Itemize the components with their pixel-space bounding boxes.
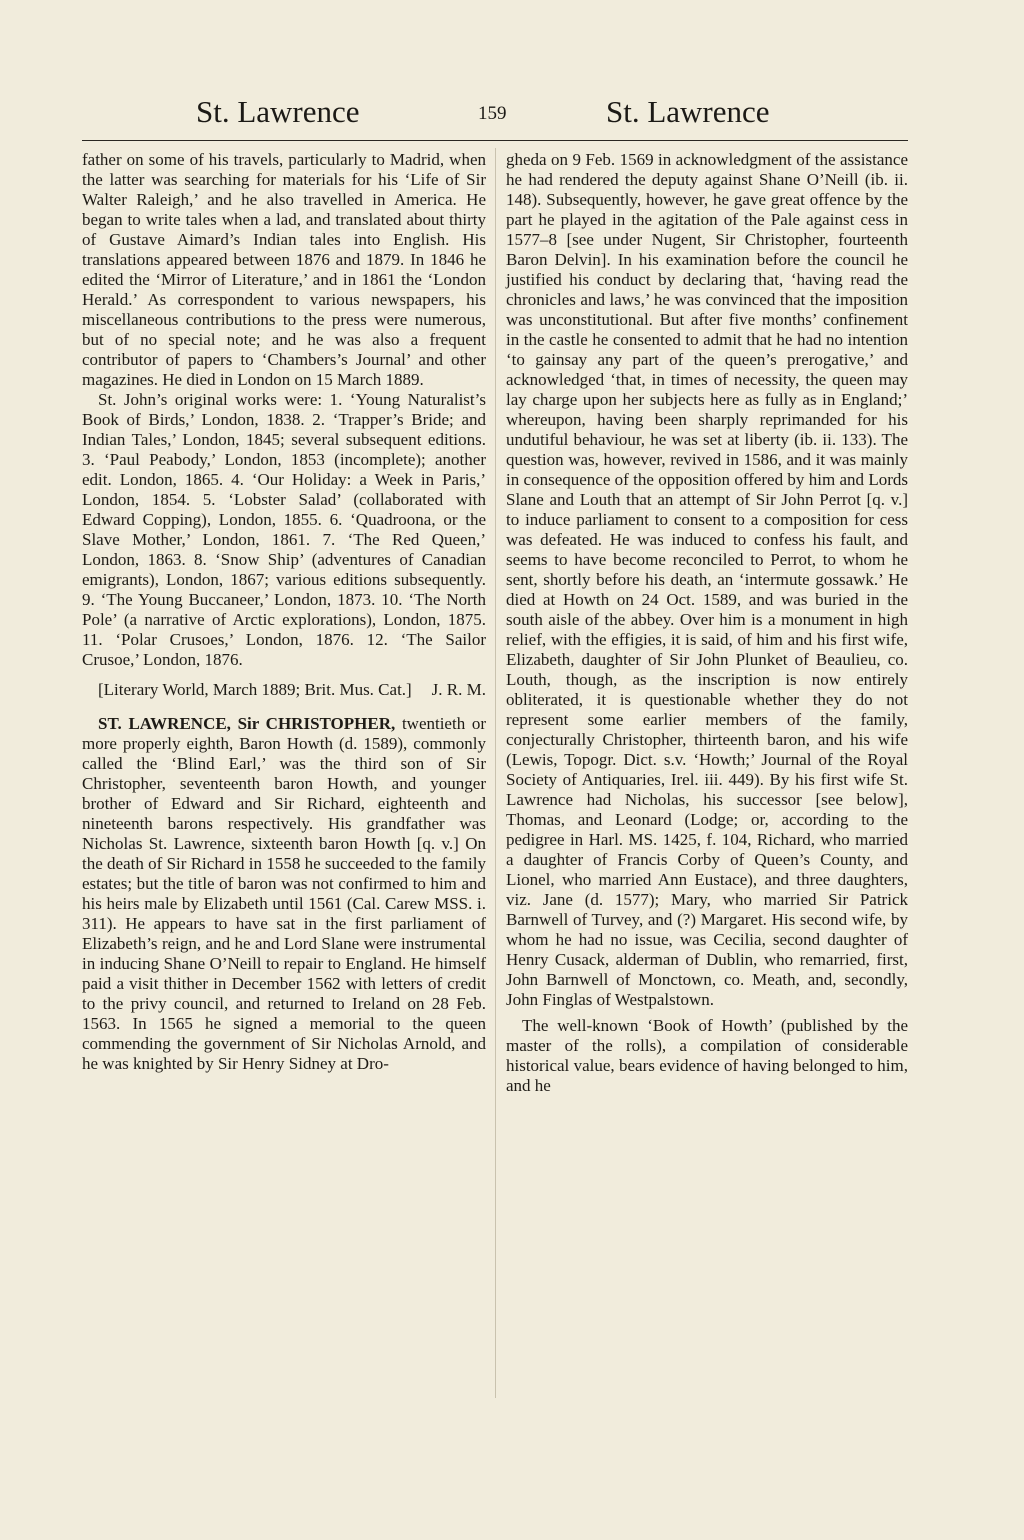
citation-initials: J. R. M. [431,680,486,699]
left-column [82,150,486,1074]
header-rule [82,140,908,141]
right-column [506,150,908,1096]
right-paragraph-2: The well-known ‘Book of Howth’ (published by the master of the rolls), a compilation of considerable historical value, bears evidence of having belonged to him, and he [506,1016,908,1095]
article-heading: ST. LAWRENCE, Sir CHRISTOPHER, [98,714,396,733]
article-paragraph [82,714,486,1074]
article-text: twentieth or more properly eighth, Baron Howth (d. 1589), commonly called the ‘Blind Earl,’ was the third son of Sir Christopher, seventeenth baron Howth, and younger brother of Edward and Sir Richard, eighteenth and nineteenth barons respectively. His grandfather was Nicholas St. Lawrence, sixteenth baron Howth [q. v.] On the death of Sir Richard in 1558 he succeeded to the family estates; but the title of baron was not confirmed to him and his heirs male by Elizabeth until 1561 (Cal. Carew MSS. i. 311). He appears to have sat in the first parliament of Elizabeth’s reign, and he and Lord Slane were instrumental in inducing Shane O’Neill to repair to England. He himself paid a visit thither in December 1562 with letters of credit to the privy council, and returned to Ireland on 28 Feb. 1563. In 1565 he signed a memorial to the queen commending the government of Sir Nicholas Arnold, and he was knighted by Sir Henry Sidney at Dro- [82,714,487,1073]
running-head-left: St. Lawrence [196,94,360,129]
left-paragraph-1: father on some of his travels, particularly to Madrid, when the latter was searching for materials for his ‘Life of Sir Walter Raleigh,’ and he also travelled in America. He began to write tales when a lad, and translated about thirty of Gustave Aimard’s Indian tales into English. His translations appeared between 1876 and 1879. In 1846 he edited the ‘Mirror of Literature,’ and in 1861 the ‘London Herald.’ As correspondent to various newspapers, his miscellaneous contributions to the press were numerous, but of no special note; and he was also a frequent contributor of papers to ‘Chambers’s Journal’ and other magazines. He died in London on 15 March 1889. [82,150,486,389]
citation [82,680,486,700]
citation-text: [Literary World, March 1889; Brit. Mus. Cat.] [98,680,412,699]
page-number: 159 [478,103,507,124]
column-divider [495,148,496,1398]
running-head-right: St. Lawrence [606,94,770,129]
right-paragraph-1: gheda on 9 Feb. 1569 in acknowledgment of the assistance he had rendered the deputy against Shane O’Neill (ib. ii. 148). Subsequently, however, he gave great offence by the part he played in the agitation of the Pale against cess in 1577–8 [see under Nugent, Sir Christopher, fourteenth Baron Delvin]. In his examination before the council he justified his conduct by declaring that, ‘having read the chronicles and laws,’ he was convinced that the imposition was unconstitutional. But after five months’ confinement in the castle he consented to admit that he had no intention ‘to gainsay any part of the queen’s prerogative,’ and acknowledged ‘that, in times of necessity, the queen may lay charge upon her subjects here as fully as in England;’ whereupon, having been sharply reprimanded for his undutiful behaviour, he was set at liberty (ib. ii. 133). The question was, however, revived in 1586, and it was mainly in consequence of the opposition offered by him and Lords Slane and Louth that an attempt of Sir John Perrot [q. v.] to induce parliament to consent to a composition for cess was defeated. He was induced to confess his fault, and seems to have become reconciled to Perrot, to whom he sent, shortly before his death, an ‘intermute gossawk.’ He died at Howth on 24 Oct. 1589, and was buried in the south aisle of the abbey. Over him is a monument in high relief, with the effigies, it is said, of him and his first wife, Elizabeth, daughter of Sir John Plunket of Beaulieu, co. Louth, though, as the inscription is now entirely obliterated, it is questionable whether they do not represent some earlier members of the family, conjecturally Christopher, thirteenth baron, and his wife (Lewis, Topogr. Dict. s.v. ‘Howth;’ Journal of the Royal Society of Antiquaries, Irel. iii. 449). By his first wife St. Lawrence had Nicholas, his successor [see below], Thomas, and Leonard (Lodge; or, according to the pedigree in Harl. MS. 1425, f. 104, Richard, who married a daughter of Francis Corby of Queen’s County, and Lionel, who married Ann Eustace), and three daughters, viz. Jane (d. 1577); Mary, who married Sir Patrick Barnwell of Turvey, and (?) Margaret. His second wife, by whom he had no issue, was Cecilia, second daughter of Henry Cusack, alderman of Dublin, who remarried, first, John Barnwell of Monctown, co. Meath, and, secondly, John Finglas of Westpalstown. [506,150,908,1009]
left-paragraph-2: St. John’s original works were: 1. ‘Young Naturalist’s Book of Birds,’ London, 1838. 2. ‘Trapper’s Bride; and Indian Tales,’ London, 1845; several subsequent editions. 3. ‘Paul Peabody,’ London, 1853 (incomplete); another edit. London, 1865. 4. ‘Our Holiday: a Week in Paris,’ London, 1854. 5. ‘Lobster Salad’ (collaborated with Edward Copping), London, 1855. 6. ‘Quadroona, or the Slave Mother,’ London, 1861. 7. ‘The Red Queen,’ London, 1863. 8. ‘Snow Ship’ (adventures of Canadian emigrants), London, 1867; various editions subsequently. 9. ‘The Young Buccaneer,’ London, 1873. 10. ‘The North Pole’ (a narrative of Arctic explorations), London, 1875. 11. ‘Polar Crusoes,’ London, 1876. 12. ‘The Sailor Crusoe,’ London, 1876. [82,390,486,669]
